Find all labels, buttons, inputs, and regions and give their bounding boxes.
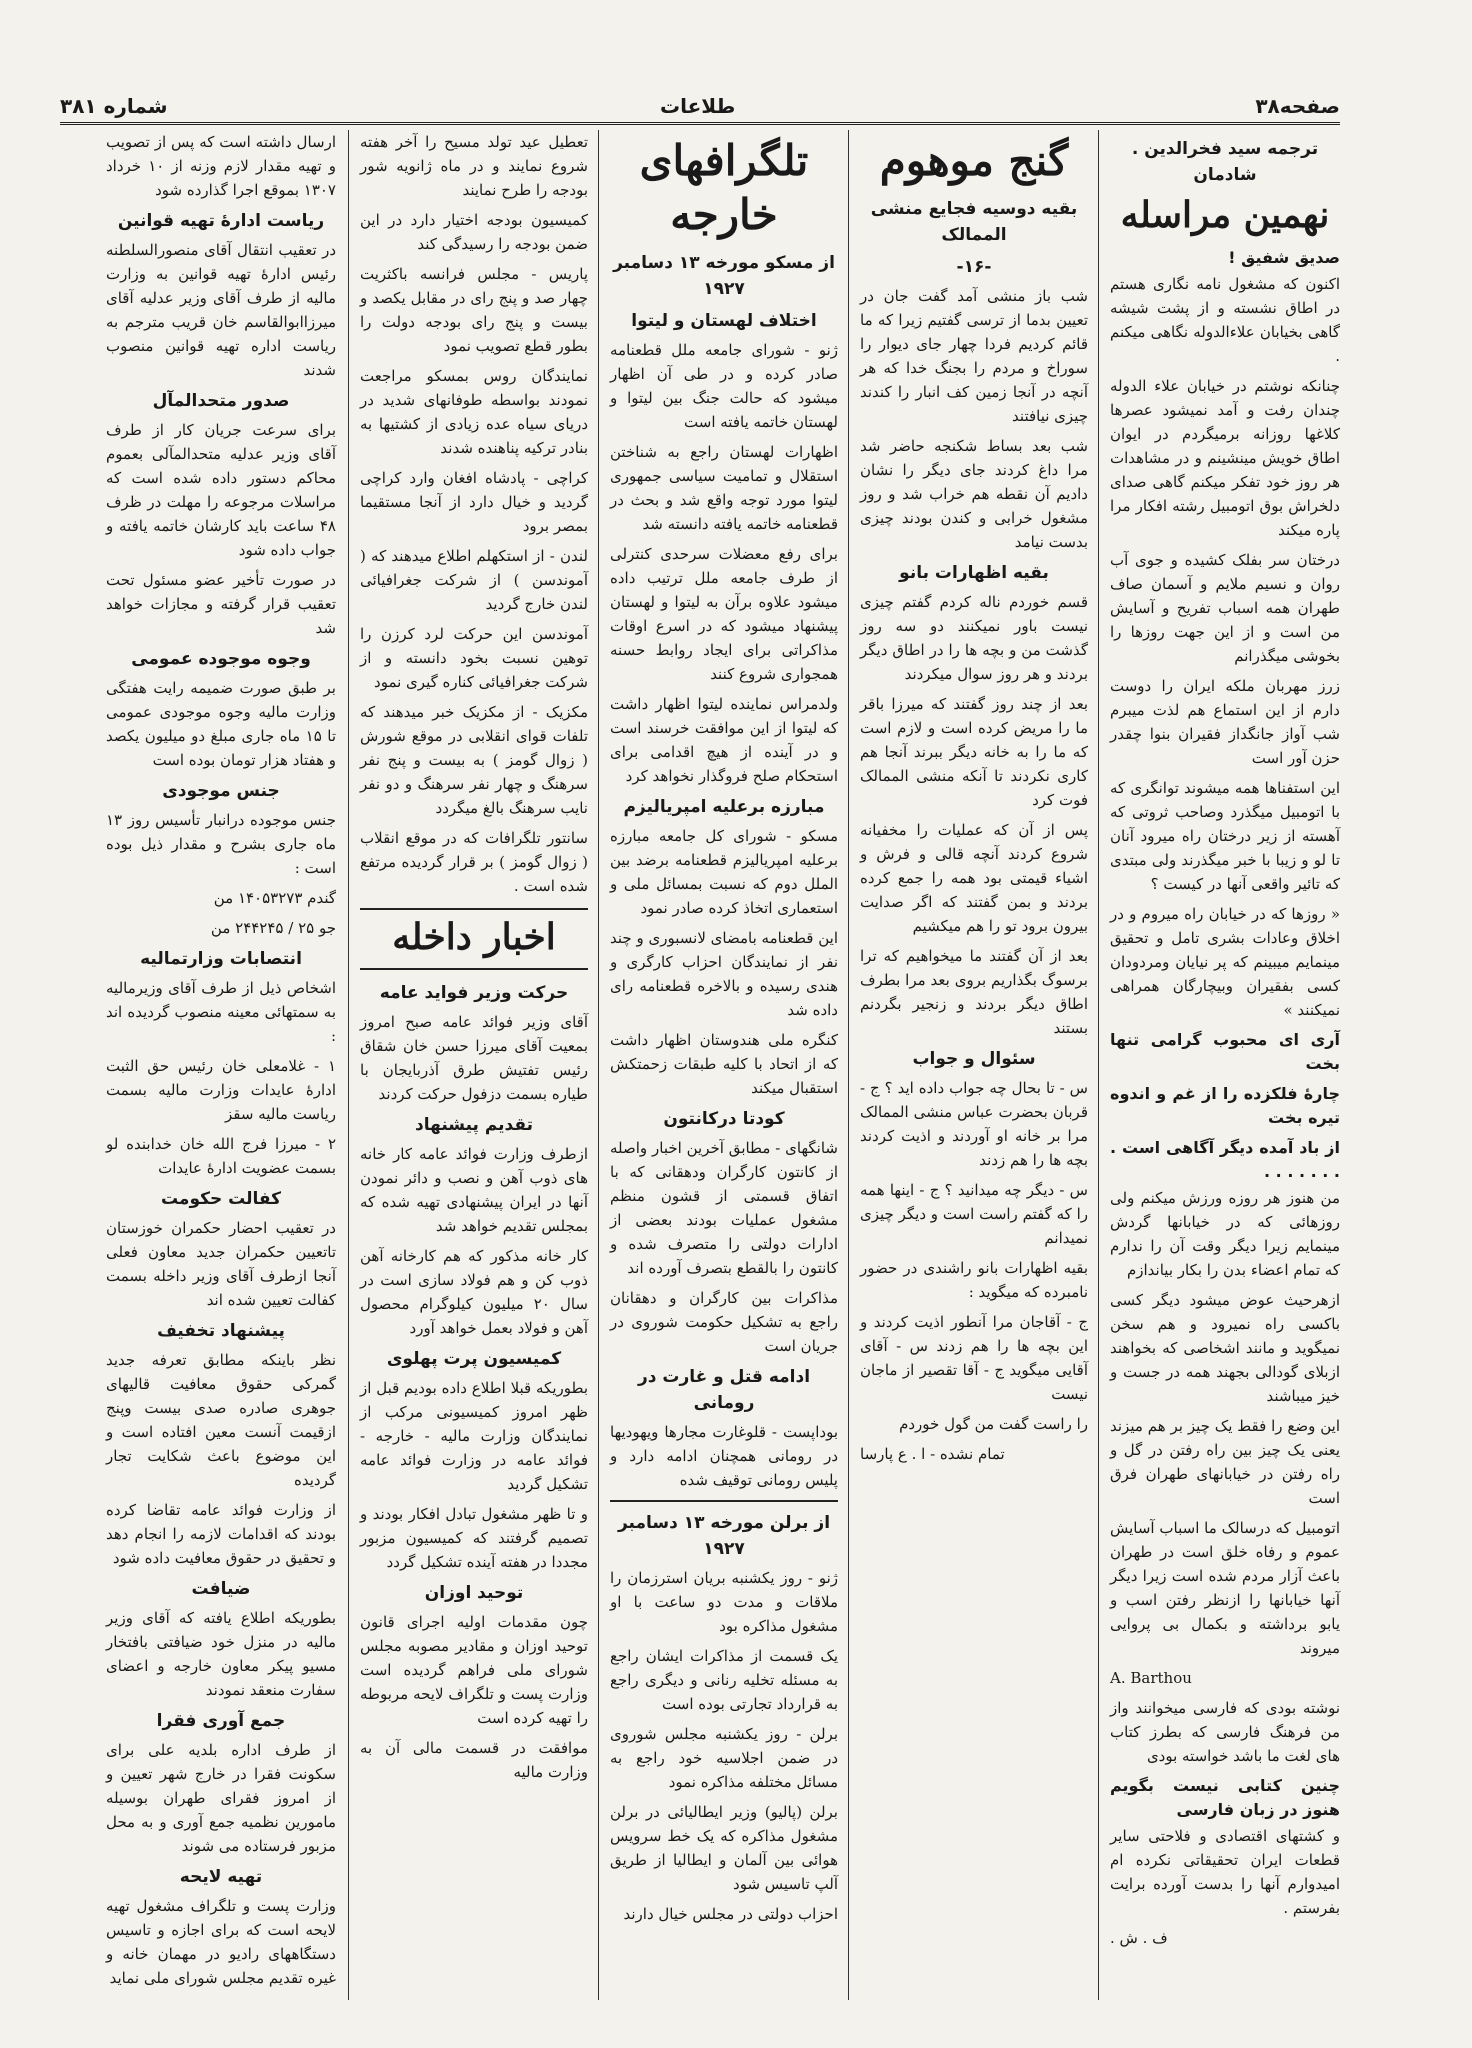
- paragraph: ولدمراس نماینده لیتوا اظهار داشت که لیتوا از این موافقت خرسند است و در آینده از هیچ اقدامی برای استحکام صلح فروگذار نخواهد کرد: [610, 695, 838, 785]
- paragraph: بعد از چند روز گفتند که میرزا باقر ما را مریض کرده است و لازم است که ما را به خانه دیگر ببرند آنجا هم کاری نکردند تا آنکه منشی الممالک فوت کرد: [860, 695, 1088, 809]
- subtitle: بقیه دوسیه فجایع منشی الممالک: [870, 199, 1078, 245]
- quote: « روزها که در خیابان راه میروم و در اخلاق وعادات بشری تامل و تحقیق مینمایم میبینم که پر نیایان ومردودان کسی بفقیران وبیچارگان همراهی نمیکنند »: [1110, 905, 1340, 1019]
- section-heading: سئوال و جواب: [912, 1049, 1036, 1069]
- paragraph: شانگهای - مطابق آخرین اخبار واصله از کانتون کارگران ودهقانی که با اتفاق قسمتی از قشون منظم مشغول عملیات بودند بعضی از ادارات دولتی را متصرف شده و کانتون را بالقطع بتصرف آورده اند: [610, 1139, 838, 1277]
- stock-line: جو ۲۵ / ۲۴۴۲۴۵ من: [210, 919, 336, 937]
- paragraph: بطوریکه اطلاع یافته که آقای وزیر مالیه در منزل خود ضیافتی بافتخار مسیو پیکر معاون خارجه و اعضای سفارت منعقد نمودند: [106, 1609, 336, 1699]
- translator-line: ترجمه سید فخرالدین . شادمان: [1131, 139, 1319, 185]
- section-heading: کودتا درکانتون: [663, 1109, 785, 1129]
- bold-line: آری ای محبوب گرامی تنها بخت: [1110, 1030, 1340, 1073]
- column-letter: [1100, 130, 1350, 2000]
- paragraph: نمایندگان روس بمسکو مراجعت نمودند بواسطه طوفانهای شدید در دریای سیاه عده زیادی از کشتیها به بنادر ترکیه پناهنده شدند: [360, 367, 588, 457]
- section-heading: انتصابات وزارتمالیه: [140, 949, 302, 969]
- paragraph: چنانکه نوشتم در خیابان علاء الدوله چندان رفت و آمد نمیشود عصرها کلاغها روزانه برمیگردم در ایوان اطاق خویش مینشینم و در مشاهدات هر روز خود تفکر میکنم گاهی صدای دلخراش بوق اتومبیل رشته افکار مرا پاره میکند: [1110, 377, 1340, 539]
- paragraph: بوداپست - قلوغارت مجارها ویهودیها در رومانی همچنان ادامه دارد و پلیس رومانی توقیف شده: [610, 1423, 838, 1489]
- paragraph: درختان سر بفلک کشیده و جوی آب روان و نسیم ملایم و آسمان صاف طهران همه اسباب تفریح و آسایش من است و از این جهت روزها را بخوشی میگذرانم: [1110, 551, 1340, 665]
- section-heading: تهیه لایحه: [179, 1867, 263, 1887]
- paragraph: برای رفع معضلات سرحدی کنترلی از طرف جامعه ملل ترتیب داده میشود علاوه برآن به لیتوا و لهستان پیشنهاد میشود که در اسرع اوقات مذاکراتی برای ایجاد روابط حسنه همجواری شروع کنند: [610, 545, 838, 683]
- paragraph: تعطیل عید تولد مسیح را آخر هفته شروع نمایند و در ماه ژانویه شور بودجه را طرح نمایند: [360, 133, 588, 199]
- section-heading: حرکت وزیر فواید عامه: [379, 983, 569, 1003]
- part-number: -۱۶-: [956, 257, 992, 277]
- paragraph: نظر باینکه مطابق تعرفه جدید گمرکی حقوق معافیت قالیهای جوهری صادره صدی بیست وپنج ازقیمت آنست معین افتاده است و این موضوع باعث شکایت تجار گردیده: [106, 1351, 336, 1489]
- masthead-label: طلاعات: [660, 94, 736, 118]
- paragraph: آموندسن این حرکت لرد کرزن را توهین نسبت بخود دانسته و از شرکت جغرافیائی کناره گیری نمود: [360, 625, 588, 691]
- column-domestic-news: [350, 130, 598, 2000]
- column-serial: [850, 130, 1098, 2000]
- paragraph: این قطعنامه بامضای لانسبوری و چند نفر از نمایندگان احزاب کارگری و هندی رسیده و بالاخره قطعنامه رای داده شد: [610, 929, 838, 1019]
- paragraph: یک قسمت از مذاکرات ایشان راجع به مسئله تخلیه رنانی و دیگری راجع به قرارداد تجارتی بوده است: [610, 1647, 838, 1713]
- column-ministry-news: [96, 130, 346, 2000]
- paragraph: را راست گفت من گول خوردم: [899, 1415, 1088, 1433]
- divider: [610, 1500, 838, 1502]
- paragraph: برای سرعت جریان کار از طرف آقای وزیر عدلیه متحدالمآلی بعموم محاکم دستور داده شده است که مراسلات مرجوعه را مهلت در ظرف ۴۸ ساعت باید کارشان خاتمه یافته و جواب داده شود: [106, 421, 336, 559]
- latin-name: A. Barthou: [1110, 1669, 1192, 1687]
- paragraph: ژنو - روز یکشنبه بریان استرزمان را ملاقات و مدت دو ساعت با او مشغول مذاکره بود: [610, 1569, 838, 1635]
- paragraph: جنس موجوده درانبار تأسیس روز ۱۳ ماه جاری بشرح و مقدار ذیل بوده است :: [106, 811, 336, 877]
- paragraph: شب باز منشی آمد گفت جان در تعیین بدما از ترسی گفتیم زیرا که ما قائم کردیم فردا چهار جای دیوار را سوراخ و مردم را بجنگ خدا که هر آنچه در آنجا زمین کف انبار را کندند چیزی نیافتند: [860, 287, 1088, 425]
- paragraph: از وزارت فوائد عامه تقاضا کرده بودند که اقدامات لازمه را انجام دهد و تحقیق در حقوق معافیت داده شود: [106, 1501, 336, 1567]
- article-title-telegrams: تلگرافهای خارجه: [639, 136, 809, 239]
- paragraph: برلن - روز یکشنبه مجلس شوروی در ضمن اجلاسیه خود راجع به مسائل مختلفه مذاکره نمود: [610, 1725, 838, 1791]
- paragraph: این وضع را فقط یک چیز بر هم میزند یعنی یک چیز بین راه رفتن در گل و راه رفتن در خیابانهای طهران فرق است: [1110, 1417, 1340, 1507]
- paragraph: در تعقیب انتقال آقای منصورالسلطنه رئیس ادارهٔ تهیه قوانین به وزارت مالیه از طرف آقای وزیر عدلیه آقای میرزاابوالقاسم خان قریب مترجم به ریاست اداره تهیه قوانین منصوب شدند: [106, 241, 336, 379]
- section-heading: بقیه اظهارات بانو: [899, 563, 1049, 583]
- paragraph: و کشتهای اقتصادی و فلاحتی سایر قطعات ایران تحقیقاتی نکرده ام امیدوارم آنها را بدست آورده برایت بفرستم .: [1110, 1827, 1340, 1917]
- dateline: از مسکو مورخه ۱۳ دسامبر ۱۹۲۷: [613, 253, 835, 299]
- paragraph: احزاب دولتی در مجلس خیال دارند: [623, 1905, 838, 1923]
- section-heading: جنس موجودی: [162, 781, 280, 801]
- section-heading: مبارزه برعلیه امپریالیزم: [623, 797, 825, 817]
- section-heading: پیشنهاد تخفیف: [157, 1321, 285, 1341]
- paragraph: اشخاص ذیل از طرف آقای وزیرمالیه به سمتهائی معینه منصوب گردیده اند :: [106, 979, 336, 1045]
- section-banner: [360, 908, 588, 970]
- paragraph: بطوریکه قبلا اطلاع داده بودیم قبل از ظهر امروز کمیسیونی مرکب از نمایندگان وزارت مالیه - خارجه - فوائد عامه در وزارت فوائد عامه تشکیل گردید: [360, 1379, 588, 1493]
- paragraph: از طرف اداره بلدیه علی برای سکونت فقرا در خارج شهر تعیین و از امروز فقرای طهران بوسیله مامورین نظمیه جمع آوری و به محل مزبور فرستاده می شوند: [106, 1741, 336, 1855]
- article-title-domestic: اخبار داخله: [392, 916, 556, 958]
- signature: تمام نشده - ا . ع پارسا: [860, 1445, 1005, 1463]
- paragraph: لندن - از استکهلم اطلاع میدهند که ( آموندسن ) از شرکت جغرافیائی لندن خارج گردید: [360, 547, 588, 613]
- paragraph: س - تا بحال چه جواب داده اید ؟ ج - قربان بحضرت عباس منشی الممالک مرا بر خانه او آوردند و اذیت کردند بچه ها را هم زدند: [860, 1079, 1088, 1169]
- paragraph: پس از آن که عملیات را مخفیانه شروع کردند آنچه قالی و فرش و اشیاء قیمتی بود همه را جمع کرده بردند و بمن گفتند که اگر صدایت بیرون برود تو را هم میکشیم: [860, 821, 1088, 935]
- paragraph: پاریس - مجلس فرانسه باکثریت چهار صد و پنج رای در مقابل یکصد و بیست و پنج رای بودجه دولت را بطور قطع تصویب نمود: [360, 265, 588, 355]
- section-heading: وجوه موجوده عمومی: [131, 649, 311, 669]
- paragraph: ازطرف وزارت فوائد عامه کار خانه های ذوب آهن و نصب و دائر نمودن آنها در ایران پیشنهادی تهیه شده که بمجلس تقدیم خواهد شد: [360, 1145, 588, 1235]
- paragraph: ج - آقاجان مرا آنطور اذیت کردند و این بچه ها را هم زدند س - آقای آقایی میگوید ج - آقا تقصیر از ماجان نیست: [860, 1313, 1088, 1403]
- paragraph: نوشته بودی که فارسی میخوانند واز من فرهنگ فارسی که بطرز کتاب های لغت ما باشد خواسته بودی: [1110, 1699, 1340, 1765]
- paragraph: بر طبق صورت ضمیمه رایت هفتگی وزارت مالیه وجوه موجودی عمومی تا ۱۵ ماه جاری مبلغ دو میلیون یکصد و هفتاد هزار تومان بوده است: [106, 679, 336, 769]
- paragraph: مکزیک - از مکزیک خبر میدهند که تلفات قوای انقلابی در موقع شورش ( زوال گومز ) به بیست و پنج نفر سرهنگ و چهار نفر سرهنگ و دو نفر نایب سرهنگ بالغ میگردد: [360, 703, 588, 817]
- paragraph: س - دیگر چه میدانید ؟ ج - اینها همه را که گفتم راست است و دیگر چیزی نمیدانم: [860, 1181, 1088, 1247]
- section-heading: صدور متحدالمآل: [152, 391, 290, 411]
- bold-line: از باد آمده دیگر آگاهی است . . . . . . . .: [1110, 1138, 1340, 1181]
- paragraph: کنگره ملی هندوستان اظهار داشت که از اتحاد با کلیه طبقات زحمتکش استقبال میکند: [610, 1031, 838, 1097]
- paragraph: ژنو - شورای جامعه ملل قطعنامه صادر کرده و در طی آن اظهار میشود که حالت جنگ بین لیتوا و لهستان خاتمه یافته است: [610, 341, 838, 431]
- paragraph: چون مقدمات اولیه اجرای قانون توحید اوزان و مقادیر مصوبه مجلس شورای ملی فراهم گردیده است وزارت پست و تلگراف لایحه مربوطه را تهیه کرده است: [360, 1613, 588, 1727]
- salutation: صدیق شفیق !: [1228, 248, 1340, 267]
- section-heading: کمیسیون پرت پهلوی: [386, 1349, 562, 1369]
- paragraph: موافقت در قسمت مالی آن به وزارت مالیه: [360, 1739, 588, 1781]
- paragraph: اتومبیل که درسالک ما اسباب آسایش عموم و رفاه خلق است در طهران باعث آزار مردم شده است زیرا دیگر آنها خیابانها را ازنظر رفتن اسب و یابو برداشته و بکمال بی پروایی میروند: [1110, 1519, 1340, 1657]
- section-heading: اختلاف لهستان و لیتوا: [631, 311, 817, 331]
- section-heading: ریاست ادارهٔ تهیه قوانین: [117, 211, 325, 231]
- paragraph: مذاکرات بین کارگران و دهقانان راجع به تشکیل حکومت شوروی در جریان است: [610, 1289, 838, 1355]
- article-title-serial: گنج موهوم: [879, 136, 1069, 185]
- bold-line: چارهٔ فلکزده را از غم و اندوه تیره بخت: [1110, 1084, 1340, 1127]
- paragraph: قسم خوردم ناله کردم گفتم چیزی نیست باور نمیکنند دو سه روز گذشت من و بچه ها را در اطاق دیگر بردند و هر روز سوال میکردند: [860, 593, 1088, 683]
- column-foreign-telegrams: [600, 130, 848, 2000]
- article-title-letter: نهمین مراسله: [1120, 194, 1330, 236]
- paragraph: زرز مهربان ملکه ایران را دوست دارم از این استماع هم لذت میبرم شب آواز جانگداز فقیران بنوا چقدر حزن آور است: [1110, 677, 1340, 767]
- stock-line: گندم ۱۴۰۵۳۲۷۳ من: [213, 889, 336, 907]
- paragraph: من هنوز هر روزه ورزش میکنم ولی روزهائی که در خیابانها گردش مینمایم زیرا دیگر وقت آن را ندارم که تمام اعضاء بدن را بکار بیاندازم: [1110, 1189, 1340, 1279]
- paragraph: سانتور تلگرافات که در موقع انقلاب ( زوال گومز ) بر قرار گردیده مرتفع شده است .: [360, 829, 588, 895]
- section-heading: جمع آوری فقرا: [156, 1711, 286, 1731]
- page-header: [60, 92, 1340, 125]
- paragraph: آقای وزیر فوائد عامه صبح امروز بمعیت آقای میرزا حسن خان شقاق رئیس تفتیش طرق آذربایجان با طیاره بسمت دزفول حرکت کردند: [360, 1013, 588, 1103]
- column-rule: [848, 130, 849, 2000]
- dateline: از برلن مورخه ۱۳ دسامبر ۱۹۲۷: [617, 1513, 831, 1559]
- column-rule: [1098, 130, 1099, 2000]
- paragraph: در تعقیب احضار حکمران خوزستان تاتعیین حکمران جدید معاون فعلی آنجا ازطرف آقای وزیر داخله بسمت کفالت تعیین شده اند: [106, 1219, 336, 1309]
- paragraph: کار خانه مذکور که هم کارخانه آهن ذوب کن و هم فولاد سازی است در سال ۲۰ میلیون کیلوگرام محصول آهن و فولاد بعمل خواهد آورد: [360, 1247, 588, 1337]
- paragraph: ازهرحیث عوض میشود دیگر کسی باکسی راه نمیرود و هم سخن نمیگوید و مانند اشخاصی که بخواهند ازبلای گودالی بجهند همه در جست و خیز میباشند: [1110, 1291, 1340, 1405]
- column-rule: [348, 130, 349, 2000]
- page-number-label: صفحه۳۸: [1255, 94, 1340, 118]
- paragraph: ۲ - میرزا فرج الله خان خدابنده لو بسمت عضویت ادارهٔ عایدات: [106, 1135, 336, 1177]
- paragraph: این استفناها همه میشوند توانگری که با اتومبیل میگذرد وصاحب ثروتی که آهسته از زیر درختان راه میرود آنان تا لو و زیبا با خبر میگذرند ولی مبتدی که تائیر واقعی آنها در کیست ؟: [1110, 779, 1340, 893]
- paragraph: اظهارات لهستان راجع به شناختن استقلال و تمامیت سیاسی جمهوری لیتوا مورد توجه واقع شد و بحث در قطعنامه خاتمه یافته دانسته شد: [610, 443, 838, 533]
- paragraph: کمیسیون بودجه اختیار دارد در این ضمن بودجه را رسیدگی کند: [360, 211, 588, 253]
- paragraph: وزارت پست و تلگراف مشغول تهیه لایحه است که برای اجازه و تاسیس دستگاههای رادیو در مهمان خانه و غیره تقدیم مجلس شورای ملی نماید: [106, 1897, 336, 1987]
- section-heading: تقدیم پیشنهاد: [415, 1115, 533, 1135]
- paragraph: ارسال داشته است که پس از تصویب و تهیه مقدار لازم وزنه از ۱۰ خرداد ۱۳۰۷ بموقع اجرا گذارده شود: [106, 133, 336, 199]
- paragraph: ۱ - غلامعلی خان رئیس حق الثبت ادارهٔ عایدات وزارت مالیه بسمت ریاست مالیه سقز: [106, 1057, 336, 1123]
- paragraph: بعد از آن گفتند ما میخواهیم که ترا برسوگ بگذاریم بروی بعد مرا بطرف اطاق دیگر بردند و زنجیر بگردنم بستند: [860, 947, 1088, 1037]
- paragraph: برلن (پالیو) وزیر ایطالیائی در برلن مشغول مذاکره که یک خط سرویس هوائی بین آلمان و ایطالیا از طریق آلپ تاسیس شود: [610, 1803, 838, 1893]
- issue-number-label: شماره ۳۸۱: [60, 94, 168, 118]
- section-heading: توحید اوزان: [424, 1583, 524, 1603]
- section-heading: ضیافت: [191, 1579, 251, 1599]
- paragraph: شب بعد بساط شکنجه حاضر شد مرا داغ کردند جای دیگر را نشان دادیم آن نقطه هم خراب شد و روز مشغول خرابی و کندن بودند چیزی بدست نیامد: [860, 437, 1088, 551]
- paragraph: کراچی - پادشاه افغان وارد کراچی گردید و خیال دارد از آنجا مستقیما بمصر برود: [360, 469, 588, 535]
- section-heading: کفالت حکومت: [160, 1189, 282, 1209]
- paragraph: بقیه اظهارات بانو راشندی در حضور نامبرده که میگوید :: [860, 1259, 1088, 1301]
- column-rule: [598, 130, 599, 2000]
- section-heading: ادامه قتل و غارت در رومانی: [637, 1367, 811, 1413]
- paragraph: مسکو - شورای کل جامعه مبارزه برعلیه امپریالیزم قطعنامه برضد بین الملل دوم که نسبت بمسائل ملی و استعماری اتخاذ کرده صادر نمود: [610, 827, 838, 917]
- signature: ف . ش .: [1110, 1929, 1168, 1947]
- bold-line: چنین کتابی نیست بگویم هنوز در زبان فارسی: [1110, 1776, 1340, 1819]
- paragraph: اکنون که مشغول نامه نگاری هستم در اطاق نشسته و از پشت شیشه گاهی بخیابان علاءالدوله نگاهی میکنم .: [1110, 275, 1340, 365]
- paragraph: و تا ظهر مشغول تبادل افکار بودند و تصمیم گرفتند که کمیسیون مزبور مجددا در هفته آینده تشکیل گردد: [360, 1505, 588, 1571]
- paragraph: در صورت تأخیر عضو مسئول تحت تعقیب قرار گرفته و مجازات خواهد شد: [106, 571, 336, 637]
